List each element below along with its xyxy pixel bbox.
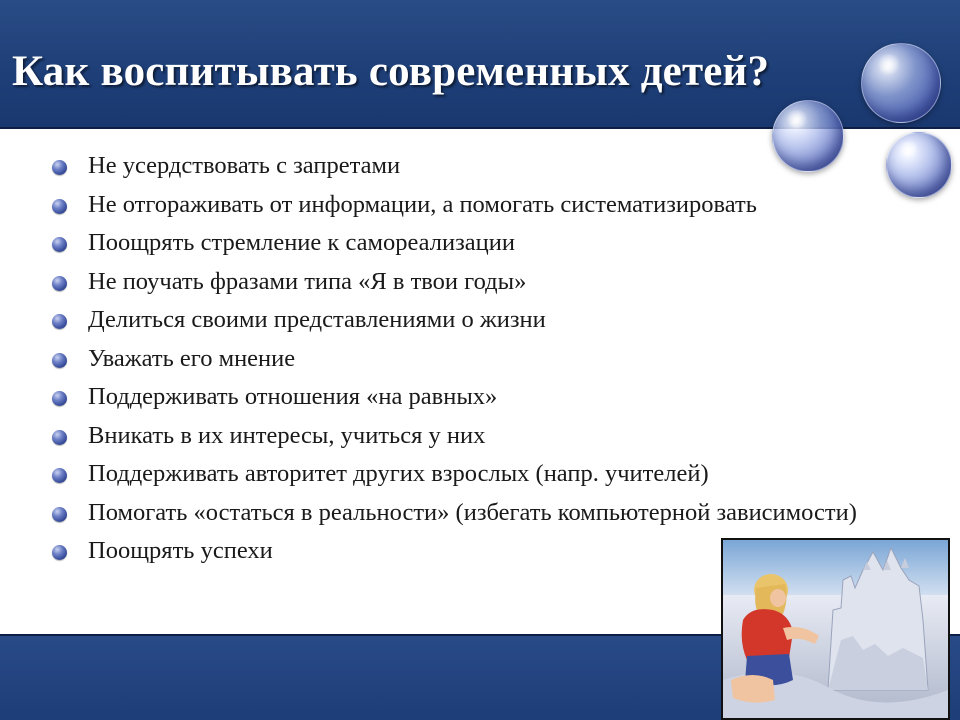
sandcastle-illustration [723, 540, 948, 718]
bullet-icon [52, 507, 67, 522]
child-sandcastle-photo [721, 538, 950, 720]
bullet-icon [52, 314, 67, 329]
bullet-text: Не поучать фразами типа «Я в твои годы» [88, 267, 527, 295]
bullet-icon [52, 391, 67, 406]
bullet-text: Делиться своими представлениями о жизни [88, 306, 546, 333]
list-item [48, 458, 878, 489]
bullet-text: Вникать в их интересы, учиться у них [88, 421, 486, 449]
bullet-text: Поощрять успехи [88, 537, 273, 564]
list-item [48, 266, 878, 297]
bullet-text: Поощрять стремление к самореализации [88, 229, 515, 256]
list-item [48, 497, 878, 528]
bullet-icon [52, 353, 67, 368]
bullet-text: Не усердствовать с запретами [88, 152, 401, 179]
bullet-text: Не отгораживать от информации, а помогать систематизировать [88, 190, 757, 218]
bullet-icon [52, 276, 67, 291]
list-item [48, 343, 878, 374]
list-item [48, 381, 878, 412]
list-item [48, 150, 878, 181]
bullet-icon [52, 199, 67, 214]
bubble-icon [861, 43, 941, 123]
bullet-text: Поддерживать отношения «на равных» [88, 383, 498, 410]
bullet-text: Помогать «остаться в реальности» (избегать компьютерной зависимости) [88, 498, 857, 526]
list-item [48, 227, 878, 258]
bullet-icon [52, 545, 67, 560]
bubble-icon [886, 132, 952, 198]
bullet-text: Поддерживать авторитет других взрослых (напр. учителей) [88, 460, 709, 487]
bullet-list [48, 150, 878, 574]
bullet-text: Уважать его мнение [88, 344, 296, 372]
bullet-icon [52, 160, 67, 175]
list-item [48, 420, 878, 451]
bullet-icon [52, 237, 67, 252]
slide-title: Как воспитывать современных детей? [12, 48, 770, 95]
list-item [48, 304, 878, 335]
bullet-icon [52, 430, 67, 445]
list-item [48, 189, 878, 220]
bullet-icon [52, 468, 67, 483]
